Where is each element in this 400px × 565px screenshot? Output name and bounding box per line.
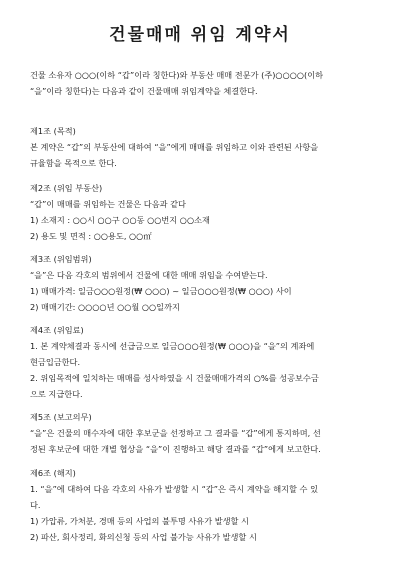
section-2 (30, 180, 375, 244)
section-line: 1. 본 계약체결과 동시에 선급금으로 일금○○○원정(₩ ○○○)을 “을”의 계좌에 (30, 341, 315, 351)
section-heading: 제2조 (위임 부동산) (30, 183, 103, 193)
section-line: 1) 매매가격: 일금○○○원정(₩ ○○○) ~ 일금○○○원정(₩ ○○○) 사이 (30, 286, 292, 296)
section-heading: 제4조 (위임료) (30, 325, 84, 335)
section-line: 본 계약은 “갑”의 부동산에 대하여 “을”에게 매매를 위임하고 이와 관련된 사항을 (30, 142, 319, 152)
section-line: 현금입금한다. (30, 357, 81, 367)
section-6 (30, 465, 375, 545)
section-3 (30, 251, 375, 315)
section-line: 1) 가압류, 가처분, 경매 등의 사업의 불투명 사유가 발생할 시 (30, 516, 249, 526)
section-line: 정된 후보군에 대한 개별 협상을 “을”이 진행하고 해당 결과를 “갑”에게 보고한다. (30, 444, 321, 454)
section-line: 1. “을”에 대하여 다음 각호의 사유가 발생할 시 “갑”은 즉시 계약을 해지할 수 있 (30, 484, 318, 494)
section-5 (30, 409, 375, 457)
section-line: 규율함을 목적으로 한다. (30, 158, 117, 168)
section-line: 2) 파산, 회사정리, 화의신청 등의 사업 불가능 사유가 발생할 시 (30, 532, 257, 542)
section-line: “을”은 건물의 매수자에 대한 후보군을 선정하고 그 결과를 “갑”에게 통지하며, 선 (30, 428, 321, 438)
section-heading: 제3조 (위임범위) (30, 254, 92, 264)
section-line: 2) 매매기간: ○○○○년 ○○월 ○○일까지 (30, 302, 180, 312)
intro-line: “을”이라 칭한다)는 다음과 같이 건물매매 위임계약을 체결한다. (30, 86, 258, 96)
document-title: 건물매매 위임 계약서 (109, 25, 291, 45)
section-4 (30, 322, 375, 402)
section-line: 2. 위임목적에 일치하는 매매를 성사하였을 시 건물매매가격의 ○%를 성공보수금 (30, 373, 319, 383)
section-line: 다. (30, 500, 41, 510)
section-heading: 제5조 (보고의무) (30, 412, 92, 422)
section-line: 2) 용도 및 면적 : ○○용도, ○○㎡ (30, 231, 152, 241)
section-heading: 제1조 (목적) (30, 126, 76, 136)
section-line: “갑”이 매매를 위임하는 건물은 다음과 같다 (30, 199, 186, 209)
section-line: “을”은 다음 각호의 범위에서 건물에 대한 매매 위임을 수여받는다. (30, 270, 268, 280)
intro-line: 건물 소유자 ○○○(이하 “갑”이라 칭한다)와 부동산 매매 전문가 (주)○○○○(이하 (30, 70, 324, 80)
section-1 (30, 123, 375, 171)
section-line: 으로 지급한다. (30, 389, 83, 399)
intro-paragraph (30, 67, 375, 99)
section-heading: 제6조 (해지) (30, 468, 76, 478)
section-line: 1) 소재지 : ○○시 ○○구 ○○동 ○○번지 ○○소재 (30, 215, 210, 225)
